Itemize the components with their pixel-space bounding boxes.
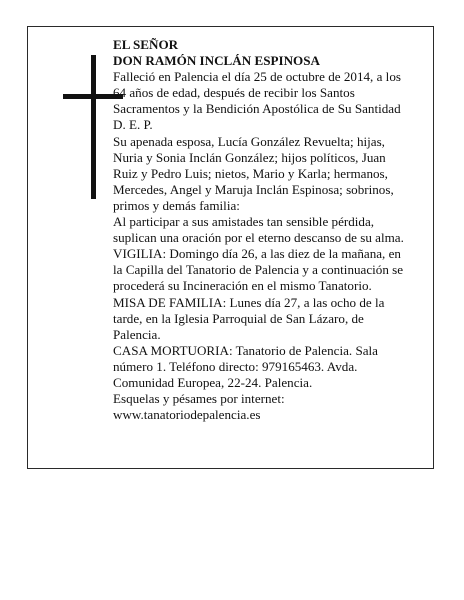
obituary-text	[113, 37, 425, 423]
death-announcement	[113, 69, 425, 133]
heading-line-2: DON RAMÓN INCLÁN ESPINOSA	[113, 53, 320, 69]
text-line: la Capilla del Tanatorio de Palencia y a continuación se	[113, 262, 404, 278]
text-line: número 1. Teléfono directo: 979165463. Avda.	[113, 358, 358, 374]
text-line: 64 años de edad, después de recibir los Santos	[113, 85, 355, 101]
text-line: Ruiz y Pedro Luis; nietos, Mario y Karla; hermanos,	[113, 165, 388, 181]
text-line: Comunidad Europea, 22-24. Palencia.	[113, 374, 313, 390]
text-line: Palencia.	[113, 326, 161, 342]
website-link[interactable]: www.tanatoriodepalencia.es	[113, 407, 261, 423]
text-line: MISA DE FAMILIA: Lunes día 27, a las ocho de la	[113, 294, 385, 310]
family-list	[113, 134, 425, 214]
vigil-info	[113, 246, 425, 294]
text-line: Falleció en Palencia el día 25 de octubre de 2014, a los	[113, 69, 401, 85]
obituary-frame	[27, 26, 434, 469]
cross-vertical-bar	[91, 55, 96, 199]
obituary-heading	[113, 37, 425, 69]
text-line: Sacramentos y la Bendición Apostólica de Su Santidad	[113, 101, 401, 117]
prayer-request	[113, 214, 425, 246]
text-line: tarde, en la Iglesia Parroquial de San Lázaro, de	[113, 310, 364, 326]
text-line: primos y demás familia:	[113, 197, 240, 213]
text-line: suplican una oración por el eterno descanso de su alma.	[113, 230, 404, 246]
family-mass-info	[113, 295, 425, 343]
text-line: Su apenada esposa, Lucía González Revuelta; hijas,	[113, 133, 385, 149]
text-line: CASA MORTUORIA: Tanatorio de Palencia. Sala	[113, 342, 378, 358]
text-line: D. E. P.	[113, 117, 153, 133]
heading-line-1: EL SEÑOR	[113, 37, 179, 52]
text-line: Esquelas y pésames por internet:	[113, 391, 285, 407]
text-line: procederá su Incineración en el mismo Tanatorio.	[113, 278, 372, 294]
text-line: Nuria y Sonia Inclán González; hijos políticos, Juan	[113, 149, 386, 165]
text-line: Mercedes, Angel y Maruja Inclán Espinosa; sobrinos,	[113, 181, 394, 197]
text-line: Al participar a sus amistades tan sensible pérdida,	[113, 214, 375, 230]
internet-condolences	[113, 391, 425, 423]
funeral-home-info	[113, 343, 425, 391]
text-line: VIGILIA: Domingo día 26, a las diez de la mañana, en	[113, 246, 401, 262]
